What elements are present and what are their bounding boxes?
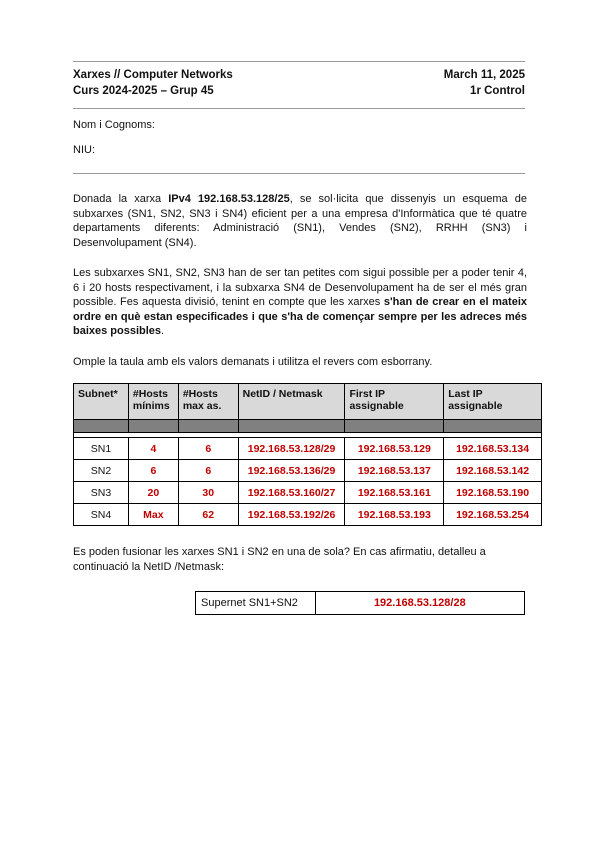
niu-field-label: NIU: — [73, 144, 95, 156]
header-hosts-max: #Hosts max as. — [178, 384, 238, 420]
table-separator-row — [74, 420, 542, 433]
table-row: SN4 Max 62 192.168.53.192/26 192.168.53.193 192.168.53.254 — [74, 504, 542, 526]
name-field-label: Nom i Cognoms: — [73, 119, 155, 131]
header-row-1 — [73, 69, 525, 81]
merge-question: Es poden fusionar les xarxes SN1 i SN2 en una de sola? En cas afirmatiu, detalleu a continuació la NetID /Netmask: — [73, 546, 486, 573]
exam-name: 1r Control — [470, 85, 525, 97]
header-row-2 — [73, 85, 525, 97]
header-bottom-rule — [73, 108, 525, 109]
supernet-value: 192.168.53.128/28 — [315, 592, 524, 615]
header-netid: NetID / Netmask — [238, 384, 345, 420]
intro-paragraph-2: Les subxarxes SN1, SN2, SN3 han de ser tan petites com sigui possible per a poder tenir 4, 6 i 20 hosts respectivament, i la subxarxa SN4 de Desenvolupament ha de ser el més gran possible. Fes aquesta divisió, tenint en compte que les xarxes s'han de crear en el mateix ordre en què estan especificades i que s'ha de començar sempre per les adreces més baixes possibles. — [73, 267, 527, 337]
network-address: IPv4 192.168.53.128/25 — [168, 193, 290, 205]
header-subnet: Subnet* — [74, 384, 129, 420]
subnet-table — [73, 383, 542, 526]
supernet-table — [195, 591, 525, 615]
supernet-row — [196, 592, 525, 615]
fields-bottom-rule — [73, 173, 525, 174]
table-row: SN1 4 6 192.168.53.128/29 192.168.53.129 192.168.53.134 — [74, 438, 542, 460]
table-row: SN3 20 30 192.168.53.160/27 192.168.53.161 192.168.53.190 — [74, 482, 542, 504]
intro-paragraph-1: Donada la xarxa IPv4 192.168.53.128/25, se sol·licita que dissenyis un esquema de subxarxes (SN1, SN2, SN3 i SN4) eficient per a una empresa d'Informàtica que té quatre departaments diferents: Administració (SN1), Vendes (SN2), RRHH (SN3) i Desenvolupament (SN4). — [73, 193, 527, 249]
intro-paragraph-3: Omple la taula amb els valors demanats i utilitza el revers com esborrany. — [73, 356, 433, 368]
course-group: Curs 2024-2025 – Grup 45 — [73, 85, 214, 97]
exam-date: March 11, 2025 — [443, 69, 525, 81]
top-rule — [73, 61, 525, 62]
table-header-row — [74, 384, 542, 420]
table-row: SN2 6 6 192.168.53.136/29 192.168.53.137 192.168.53.142 — [74, 460, 542, 482]
header-first-ip: First IP assignable — [345, 384, 444, 420]
header-hosts-min: #Hosts mínims — [128, 384, 178, 420]
supernet-label: Supernet SN1+SN2 — [196, 592, 316, 615]
header-last-ip: Last IP assignable — [444, 384, 542, 420]
course-title: Xarxes // Computer Networks — [73, 69, 233, 81]
